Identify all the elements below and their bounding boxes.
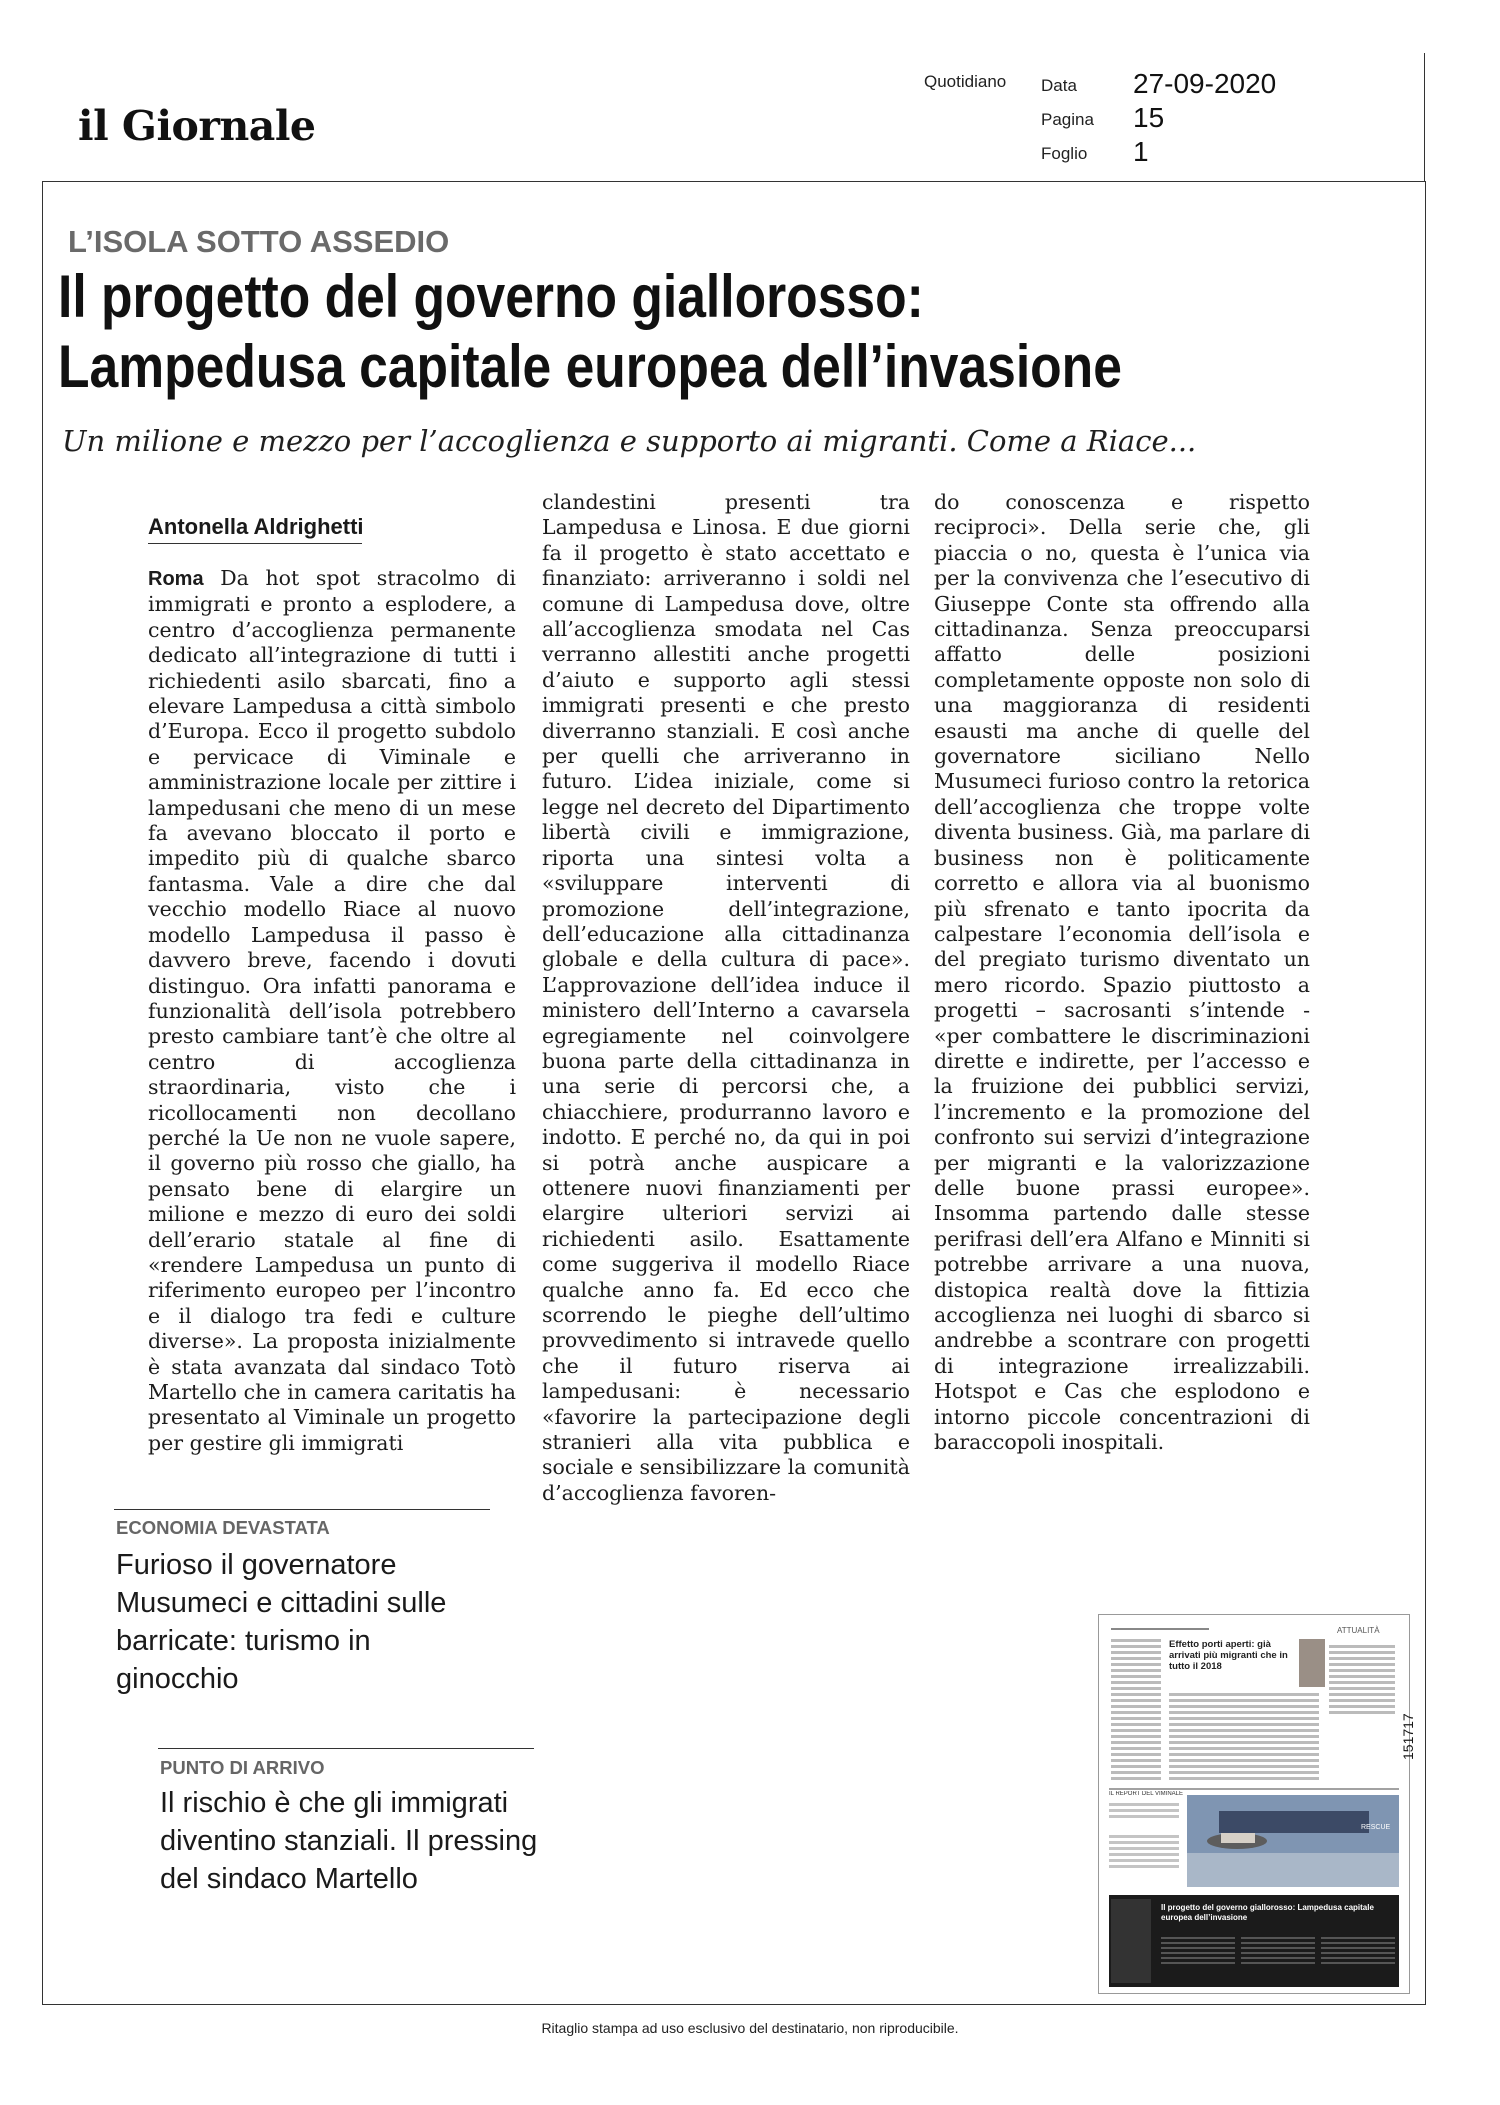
article-column-1 [148,566,516,1456]
box-1-title: ECONOMIA DEVASTATA [116,1517,330,1538]
thumb-main-headline: Effetto porti aperti: già arrivati più migranti che in tutto il 2018 [1169,1639,1288,1672]
thumbnail-graphic [1099,1615,1409,1993]
date-value: 27-09-2020 [1133,68,1277,99]
frame-top-edge [840,53,1425,181]
article-column-2 [542,490,910,1506]
thumb-section: ATTUALITÀ [1337,1626,1380,1635]
article-column-3 [934,490,1310,1455]
column-3-text: do conoscenza e rispetto reciproci». Della serie che, gli piaccia o no, questa è l’unica via per la convivenza che l’esecutivo di Giuseppe Conte sta offrendo alla cittadinanza. Senza preoccuparsi affatto delle posizioni completamente opposte non solo di una maggioranza di residenti esausti ma anche di quelle del governatore siciliano Nello Musumeci furioso contro la retorica dell’accoglienza che troppe volte diventa business. Già, ma parlare di business non è politicamente corretto e allora via al buonismo più sfrenato e tanto ipocrita da calpestare l’economia dell’isola e del pregiato turismo diventato un mero ricordo. Spazio piuttosto a progetti – sacrosanti s’intende - «per combattere le discriminazioni dirette e indirette, per l’accesso e la fruizione dei pubblici servizi, l’incremento e la promozione del confronto sui servizi d’integrazione per migranti e la valorizzazione delle buone prassi europee». Insomma partendo dalle stesse perifrasi dell’era Alfano e Minniti si potrebbe arrivare a una nuova, distopica realtà dove la fittizia accoglienza nei luoghi di sbarco si andrebbe a scontrare con progetti di integrazione irrealizzabili. Hotspot e Cas che esplodono e intorno piccole concentrazioni di baraccopoli inospitali. [934,490,1310,1455]
box-2-text: Il rischio è che gli immigrati diventino stanziali. Il pressing del sindaco Martello [160,1787,538,1895]
page-value: 15 [1133,102,1165,133]
column-1-text: Da hot spot stracolmo di immigrati e pronto a esplodere, a centro d’accoglienza permanente dedicato all’integrazione di tutti i richiedenti asilo sbarcati, fino a elevare Lampedusa a città simbolo d’Europa. Ecco il progetto subdolo e pervicace di Viminale e amministrazione locale per zittire i lampedusani che meno di un mese fa avevano bloccato il porto e impedito più di qualche sbarco fantasma. Vale a dire che dal vecchio modello Riace al nuovo modello Lampedusa il passo è davvero breve, facendo i dovuti distinguo. Ora infatti panorama e funzionalità dell’isola potrebbero presto cambiare tant’è che oltre al centro di accoglienza straordinaria, visto che i ricollocamenti non decollano perché la Ue non ne vuole sapere, il governo più rosso che giallo, ha pensato bene di elargire un milione e mezzo di euro dei soldi dell’erario statale al fine di «rendere Lampedusa un punto di riferimento europeo per l’incontro e il dialogo tra fedi e culture diverse». La proposta inizialmente è stata avanzata dal sindaco Totò Martello che in camera caritatis ha presentato al Viminale un progetto per gestire gli immigrati [148,566,516,1455]
box-2-rule [158,1748,534,1749]
article-subheadline: Un milione e mezzo per l’accoglienza e supporto ai migranti. Come a Riace... [62,424,1197,458]
sheet-value: 1 [1133,136,1149,167]
page-label: Pagina [1041,110,1094,129]
headline-line-2: Lampedusa capitale europea dell’invasione [58,333,1122,400]
box-1-rule [114,1509,490,1510]
thumb-mini-kicker: IL REPORT DEL VIMINALE [1109,1791,1184,1797]
column-2-text: clandestini presenti tra Lampedusa e Linosa. E due giorni fa il progetto è stato accettato e finanziato: arriveranno i soldi nel comune di Lampedusa dove, oltre all’accoglienza smodata nel Cas verranno allestiti anche progetti d’aiuto e supporto agli stessi immigrati presenti e che presto diverranno stanziali. E così anche per quelli che arriveranno in futuro. L’idea iniziale, come si legge nel decreto del Dipartimento libertà civili e immigrazione, riporta una sintesi volta a «sviluppare interventi di promozione dell’integrazione, dell’educazione alla cittadinanza globale e della cultura di pace». L’approvazione dell’idea induce il ministero dell’Interno a cavarsela egregiamente nel coinvolgere buona parte della cittadinanza in una serie di percorsi che, a chiacchiere, produrranno lavoro e indotto. E perché no, da qui in poi si potrà anche auspicare a ottenere nuovi finanziamenti per elargire ulteriori servizi ai richiedenti asilo. Esattamente come suggeriva il modello Riace qualche anno fa. Ed ecco che scorrendo le pieghe dell’ultimo provvedimento si intravede quello che il futuro riserva ai lampedusani: è necessario «favorire la partecipazione degli stranieri alla vita pubblica e sociale e sensibilizzare la comunità d’accoglienza favoren- [542,490,910,1505]
box-1-text: Furioso il governatore Musumeci e cittadini sulle barricate: turismo in ginocchio [116,1549,447,1695]
dateline-city: Roma [148,568,204,590]
page-thumbnail [1098,1614,1410,1994]
byline-rule [148,543,362,544]
article-kicker: L’ISOLA SOTTO ASSEDIO [68,224,450,259]
article-headline [58,262,1210,402]
headline-line-1: Il progetto del governo giallorosso: [58,263,924,330]
sheet-label: Foglio [1041,144,1088,163]
footer-disclaimer: Ritaglio stampa ad uso esclusivo del destinatario, non riproducibile. [541,2020,959,2036]
thumb-mini-headline: Il progetto del governo giallorosso: Lampedusa capitale europea dell’invasione [1161,1903,1374,1922]
thumb-photo-label: RESCUE [1361,1824,1391,1831]
clipping-code: 151717 [1400,1713,1416,1760]
masthead-logo: il Giornale [78,102,316,150]
publication-type: Quotidiano [924,72,1007,91]
author-byline: Antonella Aldrighetti [148,514,364,539]
box-2-title: PUNTO DI ARRIVO [160,1757,325,1778]
date-label: Data [1041,76,1077,95]
